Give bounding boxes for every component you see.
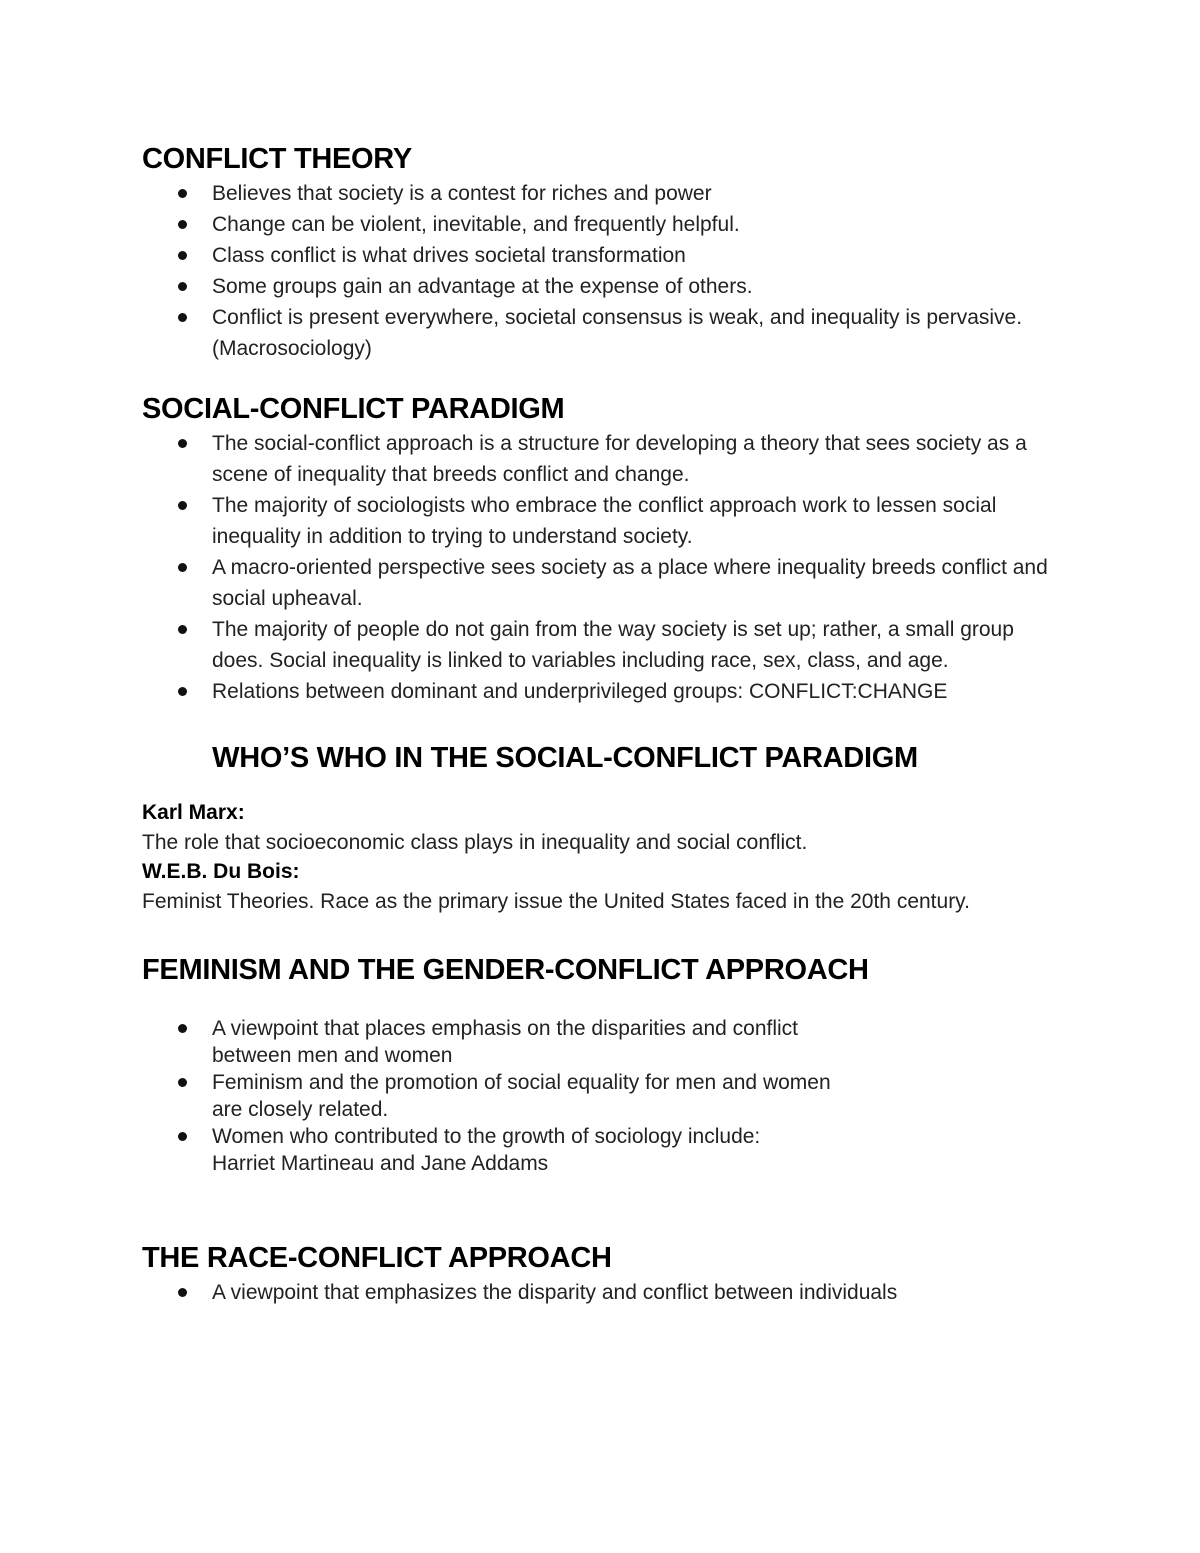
bullet-icon [178,220,187,229]
person-name: W.E.B. Du Bois: [142,860,300,883]
bullet-icon [178,1288,187,1297]
list-item: Feminism and the promotion of social equality for men and women are closely related. [142,1069,1062,1123]
bullet-icon [178,313,187,322]
section-conflict-theory [142,140,1062,364]
list-item: The majority of people do not gain from the way society is set up; rather, a small group does. Social inequality is linked to variables including race, sex, class, and age. [142,614,1062,676]
bullet-icon [178,282,187,291]
people-list [142,799,1062,917]
list-item: A viewpoint that places emphasis on the disparities and conflict between men and women [142,1015,1062,1069]
list-item: A macro-oriented perspective sees society as a place where inequality breeds conflict and social upheaval. [142,552,1062,614]
bullet-icon [178,189,187,198]
bullet-icon [178,1024,187,1033]
bullet-list [142,428,1062,707]
section-title: CONFLICT THEORY [142,143,412,175]
section-feminism [142,951,1062,1177]
bullet-icon [178,563,187,572]
list-item: Relations between dominant and underprivileged groups: CONFLICT:CHANGE [142,676,1062,707]
bullet-icon [178,687,187,696]
bullet-list [142,178,1062,364]
bullet-icon [178,251,187,260]
list-item: The majority of sociologists who embrace the conflict approach work to lessen social inequality in addition to trying to understand society. [142,490,1062,552]
section-social-conflict-paradigm [142,390,1062,707]
bullet-list [142,1277,1062,1308]
section-race-conflict [142,1239,1062,1308]
section-title: SOCIAL-CONFLICT PARADIGM [142,393,565,425]
person-name: Karl Marx: [142,801,245,824]
list-item: Class conflict is what drives societal transformation [142,240,1062,271]
bullet-list [142,1015,1062,1177]
person-description: Feminist Theories. Race as the primary issue the United States faced in the 20th century. [142,890,970,913]
section-title: WHO’S WHO IN THE SOCIAL-CONFLICT PARADIGM [212,742,918,774]
list-item: Conflict is present everywhere, societal consensus is weak, and inequality is pervasive. (Macrosociology) [142,302,1062,364]
section-title: FEMINISM AND THE GENDER-CONFLICT APPROACH [142,954,869,986]
list-item: Some groups gain an advantage at the expense of others. [142,271,1062,302]
list-item: Believes that society is a contest for riches and power [142,178,1062,209]
bullet-icon [178,1078,187,1087]
list-item: The social-conflict approach is a structure for developing a theory that sees society as a scene of inequality that breeds conflict and change. [142,428,1062,490]
bullet-icon [178,439,187,448]
list-item: Women who contributed to the growth of sociology include: Harriet Martineau and Jane Addams [142,1123,1062,1177]
section-title: THE RACE-CONFLICT APPROACH [142,1242,612,1274]
list-item: A viewpoint that emphasizes the disparity and conflict between individuals [142,1277,1062,1308]
section-whos-who [142,739,1062,917]
list-item: Change can be violent, inevitable, and frequently helpful. [142,209,1062,240]
bullet-icon [178,625,187,634]
bullet-icon [178,1132,187,1141]
bullet-icon [178,501,187,510]
document-page [142,140,1062,1308]
person-description: The role that socioeconomic class plays in inequality and social conflict. [142,831,808,854]
